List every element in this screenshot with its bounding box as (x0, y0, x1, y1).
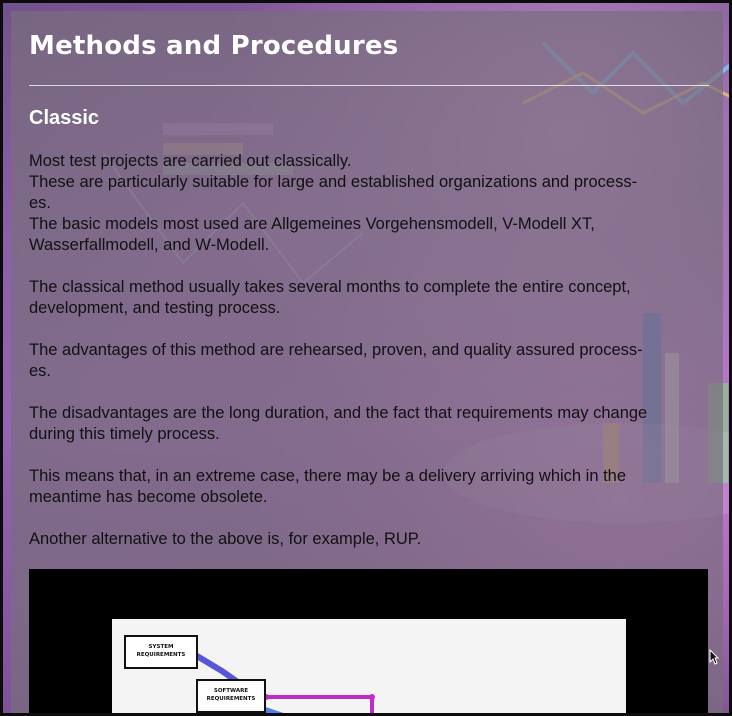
paragraph (29, 529, 709, 550)
text-line: The classical method usually takes several months to complete the entire concept, (29, 278, 631, 296)
paragraph (29, 403, 709, 445)
paragraph (29, 151, 709, 256)
content-area (29, 11, 709, 548)
text-line: meantime has become obsolete. (29, 488, 268, 506)
section-title: Classic (29, 107, 100, 129)
text-line: The advantages of this method are rehearsed, proven, and quality assured process- (29, 341, 643, 359)
paragraph (29, 466, 709, 508)
text-line: Most test projects are carried out classically. (29, 152, 352, 170)
box-label: SYSTEM (148, 644, 174, 650)
text-line: development, and testing process. (29, 299, 281, 317)
box-label: REQUIREMENTS (136, 652, 186, 658)
box-label: REQUIREMENTS (206, 696, 256, 702)
system-requirements-box (124, 635, 198, 669)
text-line: Another alternative to the above is, for example, RUP. (29, 530, 422, 548)
text-line: This means that, in an extreme case, there may be a delivery arriving which in the (29, 467, 627, 485)
text-line: during this timely process. (29, 425, 220, 443)
text-line: The basic models most used are Allgemeines Vorgehensmodell, V-Modell XT, (29, 215, 595, 233)
title-divider (29, 85, 709, 86)
mouse-cursor-icon (709, 649, 719, 665)
text-line: These are particularly suitable for large and established organizations and process- (29, 173, 638, 191)
body-text (29, 151, 709, 571)
software-requirements-box (196, 679, 266, 713)
text-line: es. (29, 362, 52, 380)
text-line: es. (29, 194, 52, 212)
page-title: Methods and Procedures (29, 31, 399, 61)
text-line: Wasserfallmodell, and W-Modell. (29, 236, 270, 254)
paragraph (29, 340, 709, 382)
diagram-canvas (112, 619, 626, 716)
box-label: SOFTWARE (213, 688, 249, 694)
waterfall-diagram-image (29, 569, 708, 716)
text-line: The disadvantages are the long duration, and the fact that requirements may change (29, 404, 648, 422)
paragraph (29, 277, 709, 319)
